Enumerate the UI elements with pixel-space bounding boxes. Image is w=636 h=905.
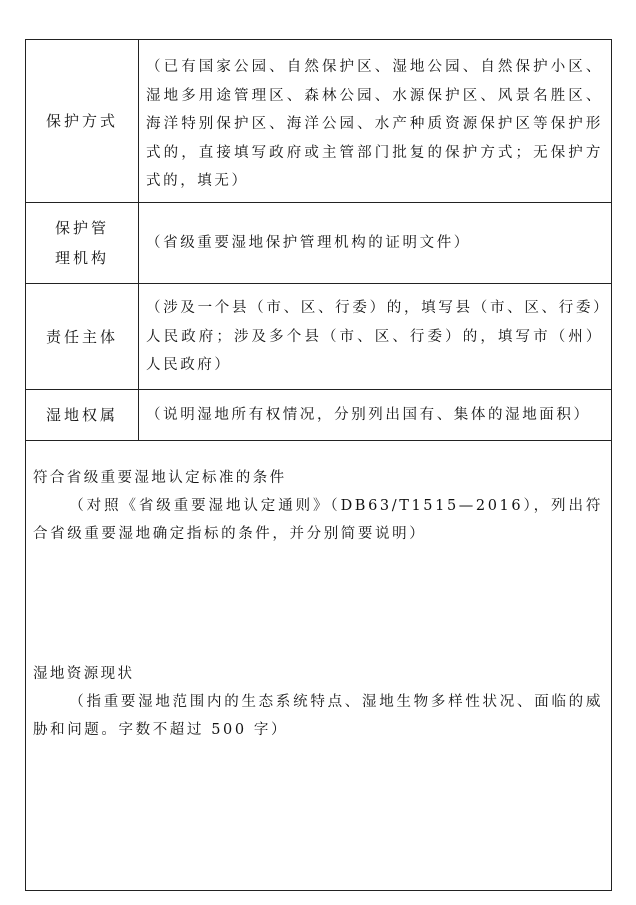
row-label-protection-method: 保护方式: [26, 40, 139, 202]
row-label-management-agency-text: 保护管理机构: [54, 219, 109, 267]
section-criteria-title: 符合省级重要湿地认定标准的条件: [33, 470, 287, 486]
row-value-management-agency: （省级重要湿地保护管理机构的证明文件）: [146, 234, 471, 251]
section-resources-note: （指重要湿地范围内的生态系统特点、湿地生物多样性状况、面临的威胁和问题。字数不超过 500 字）: [33, 694, 603, 738]
row-value-responsible-party: （涉及一个县（市、区、行委）的，填写县（市、区、行委）人民政府；涉及多个县（市、区、行委）的，填写市（州）人民政府）: [146, 300, 603, 373]
row-value-ownership: （说明湿地所有权情况，分别列出国有、集体的湿地面积）: [146, 406, 591, 423]
table-row-ownership: [26, 390, 611, 441]
section-resources: [33, 660, 603, 744]
row-label-management-agency: [26, 203, 139, 283]
section-criteria: [33, 464, 603, 548]
section-resources-title: 湿地资源现状: [33, 666, 135, 682]
table-row-responsible-party: [26, 284, 611, 390]
form-frame: [25, 39, 612, 891]
table-row-management-agency: [26, 203, 611, 284]
row-value-protection-method: （已有国家公园、自然保护区、湿地公园、自然保护小区、湿地多用途管理区、森林公园、水源保护区、风景名胜区、海洋特别保护区、海洋公园、水产种质资源保护区等保护形式的，直接填写政府或主管部门批复的保护方式；无保护方式的，填无）: [146, 59, 603, 189]
row-label-responsible-party: 责任主体: [26, 284, 139, 389]
table-row-protection-method: [26, 40, 611, 203]
section-criteria-note: （对照《省级重要湿地认定通则》（DB63/T1515—2016），列出符合省级重要湿地确定指标的条件，并分别简要说明）: [33, 498, 603, 542]
row-label-ownership: 湿地权属: [26, 390, 139, 440]
